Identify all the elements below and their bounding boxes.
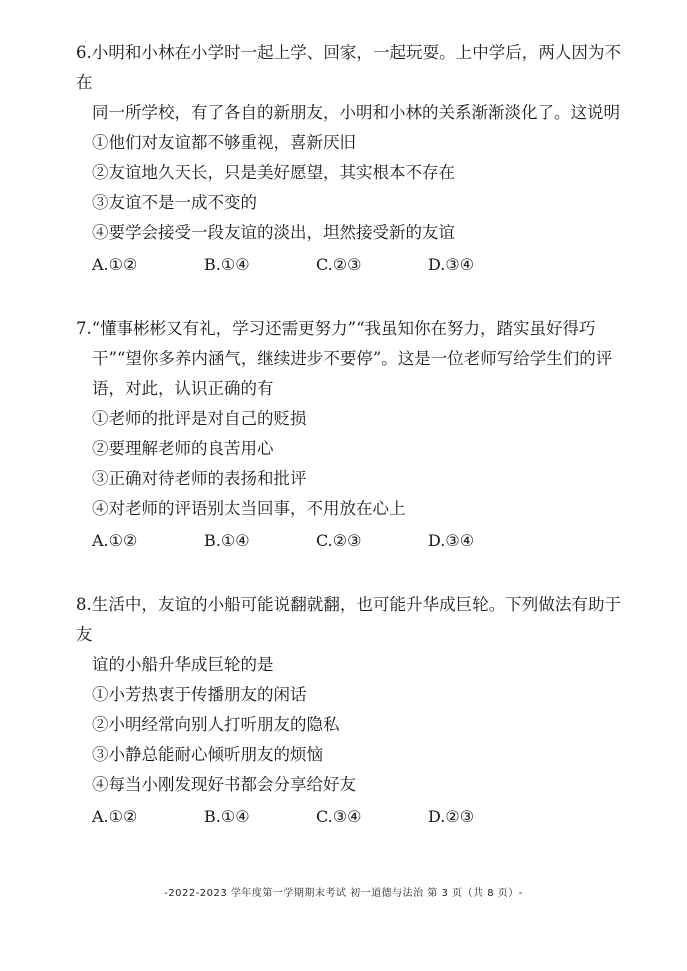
- stem-line: 谊的小船升华成巨轮的是: [92, 655, 274, 674]
- choice-d[interactable]: D.③④: [428, 255, 475, 274]
- statement-1: ①小芳热衷于传播朋友的闲话: [92, 685, 307, 704]
- statement-1: ①他们对友谊都不够重视，喜新厌旧: [92, 133, 356, 152]
- stem-line: “懂事彬彬又有礼，学习还需更努力”“我虽知你在努力，踏实虽好得巧: [91, 319, 596, 338]
- stem-line: 小明和小林在小学时一起上学、回家，一起玩耍。上中学后，两人因为不在: [76, 43, 621, 92]
- answer-choices: [76, 250, 621, 280]
- question-7: [76, 314, 621, 556]
- choice-b[interactable]: B.①④: [204, 531, 250, 550]
- stem-line: 同一所学校，有了各自的新朋友，小明和小林的关系渐渐淡化了。这说明: [92, 103, 620, 122]
- choice-c[interactable]: C.②③: [316, 255, 362, 274]
- statement-1: ①老师的批评是对自己的贬损: [92, 409, 307, 428]
- stem-line: 语，对此，认识正确的有: [92, 379, 274, 398]
- choice-d[interactable]: D.③④: [428, 531, 475, 550]
- page-footer: -2022-2023 学年度第一学期期末考试 初一道德与法治 第 3 页（共 8 页）-: [164, 888, 523, 899]
- statement-2: ②小明经常向别人打听朋友的隐私: [92, 715, 340, 734]
- statement-4: ④每当小刚发现好书都会分享给好友: [92, 775, 356, 794]
- choice-b[interactable]: B.①④: [204, 807, 250, 826]
- choice-c[interactable]: C.②③: [316, 531, 362, 550]
- choice-b[interactable]: B.①④: [204, 255, 250, 274]
- statement-3: ③正确对待老师的表扬和批评: [92, 469, 307, 488]
- question-number: 6.: [76, 43, 92, 62]
- choice-c[interactable]: C.③④: [316, 807, 362, 826]
- question-stem: [76, 38, 621, 128]
- question-8: [76, 590, 621, 832]
- statement-4: ④对老师的评语别太当回事，不用放在心上: [92, 499, 406, 518]
- statement-2: ②友谊地久天长，只是美好愿望，其实根本不存在: [92, 163, 455, 182]
- statement-2: ②要理解老师的良苦用心: [92, 439, 274, 458]
- question-6: [76, 38, 621, 280]
- statement-4: ④要学会接受一段友谊的淡出，坦然接受新的友谊: [92, 223, 455, 242]
- answer-choices: [76, 526, 621, 556]
- question-number: 7.: [76, 319, 92, 338]
- choice-a[interactable]: A.①②: [92, 531, 138, 550]
- choice-a[interactable]: A.①②: [92, 255, 138, 274]
- statement-3: ③友谊不是一成不变的: [92, 193, 257, 212]
- question-number: 8.: [76, 595, 92, 614]
- question-stem: [76, 314, 621, 404]
- answer-choices: [76, 802, 621, 832]
- stem-line: 生活中，友谊的小船可能说翻就翻，也可能升华成巨轮。下列做法有助于友: [76, 595, 621, 644]
- stem-line: 干”“望你多养内涵气，继续进步不要停”。这是一位老师写给学生们的评: [92, 349, 613, 368]
- choice-d[interactable]: D.②③: [428, 807, 475, 826]
- statement-3: ③小静总能耐心倾听朋友的烦恼: [92, 745, 323, 764]
- choice-a[interactable]: A.①②: [92, 807, 138, 826]
- question-stem: [76, 590, 621, 680]
